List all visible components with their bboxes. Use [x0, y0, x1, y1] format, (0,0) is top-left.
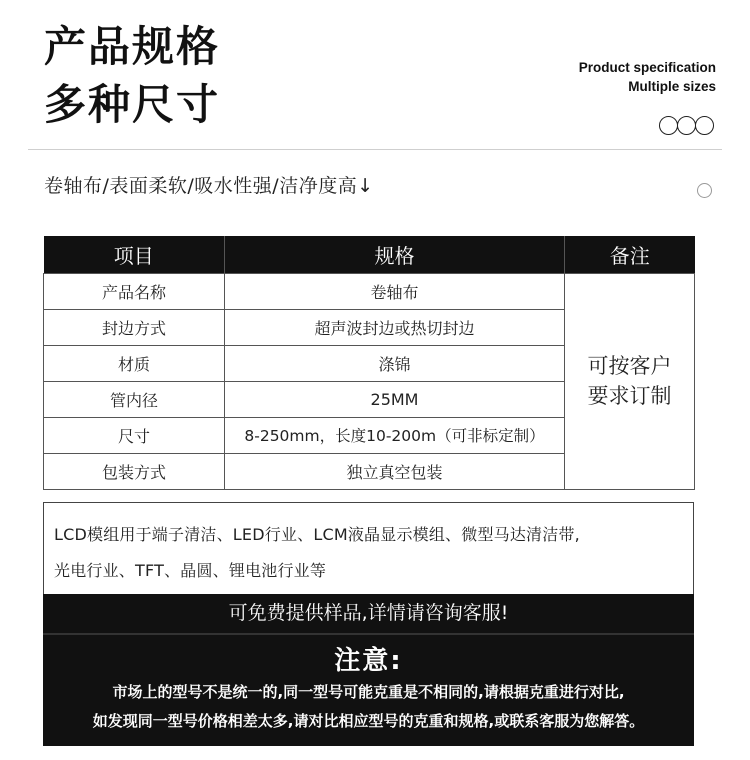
page-title-line2: 多种尺寸 — [44, 80, 221, 129]
note-line2: 要求订制 — [587, 384, 672, 408]
notice-line1: 市场上的型号不是统一的,同一型号可能克重是不相同的,请根据克重进行对比, — [112, 683, 625, 701]
applications-box — [43, 502, 694, 596]
notice-line2: 如发现同一型号价格相差太多,请对比相应型号的克重和规格,或联系客服为您解答。 — [92, 712, 645, 730]
row-label: 封边方式 — [44, 309, 225, 345]
row-value: 涤锦 — [225, 345, 565, 381]
row-label: 产品名称 — [44, 273, 225, 309]
row-label: 材质 — [44, 345, 225, 381]
header-divider — [28, 149, 722, 150]
note-line1: 可按客户 — [587, 353, 672, 378]
note-cell — [565, 273, 695, 489]
row-label: 包装方式 — [44, 453, 225, 489]
applications-line2: 光电行业、TFT、晶圆、锂电池行业等 — [54, 561, 327, 580]
english-title-line2: Multiple sizes — [628, 79, 716, 94]
row-value: 25MM — [225, 381, 565, 417]
circle-icon — [677, 116, 696, 135]
page-title-line1: 产品规格 — [44, 22, 221, 71]
row-label: 管内径 — [44, 381, 225, 417]
header-spec: 规格 — [225, 236, 565, 273]
row-value: 超声波封边或热切封边 — [225, 309, 565, 345]
row-value: 8-250mm，长度10-200m（可非标定制） — [225, 417, 565, 453]
row-value: 独立真空包装 — [225, 453, 565, 489]
table-row — [44, 273, 695, 309]
small-circle-icon — [697, 183, 712, 198]
circle-icon — [659, 116, 678, 135]
notice-title: 注意: — [334, 646, 403, 676]
header-item: 项目 — [44, 236, 225, 273]
table-header-row — [44, 236, 695, 273]
product-subtitle: 卷轴布/表面柔软/吸水性强/洁净度高↓ — [44, 175, 374, 197]
header-note: 备注 — [565, 236, 695, 273]
english-title-line1: Product specification — [578, 60, 716, 75]
sample-bar: 可免费提供样品,详情请咨询客服! — [43, 594, 694, 633]
circle-icon — [695, 116, 714, 135]
decorative-circles — [660, 116, 714, 135]
row-label: 尺寸 — [44, 417, 225, 453]
spec-table — [43, 236, 695, 490]
notice-panel — [43, 633, 694, 746]
applications-line1: LCD模组用于端子清洁、LED行业、LCM液晶显示模组、微型马达清洁带, — [54, 525, 580, 544]
row-value: 卷轴布 — [225, 273, 565, 309]
